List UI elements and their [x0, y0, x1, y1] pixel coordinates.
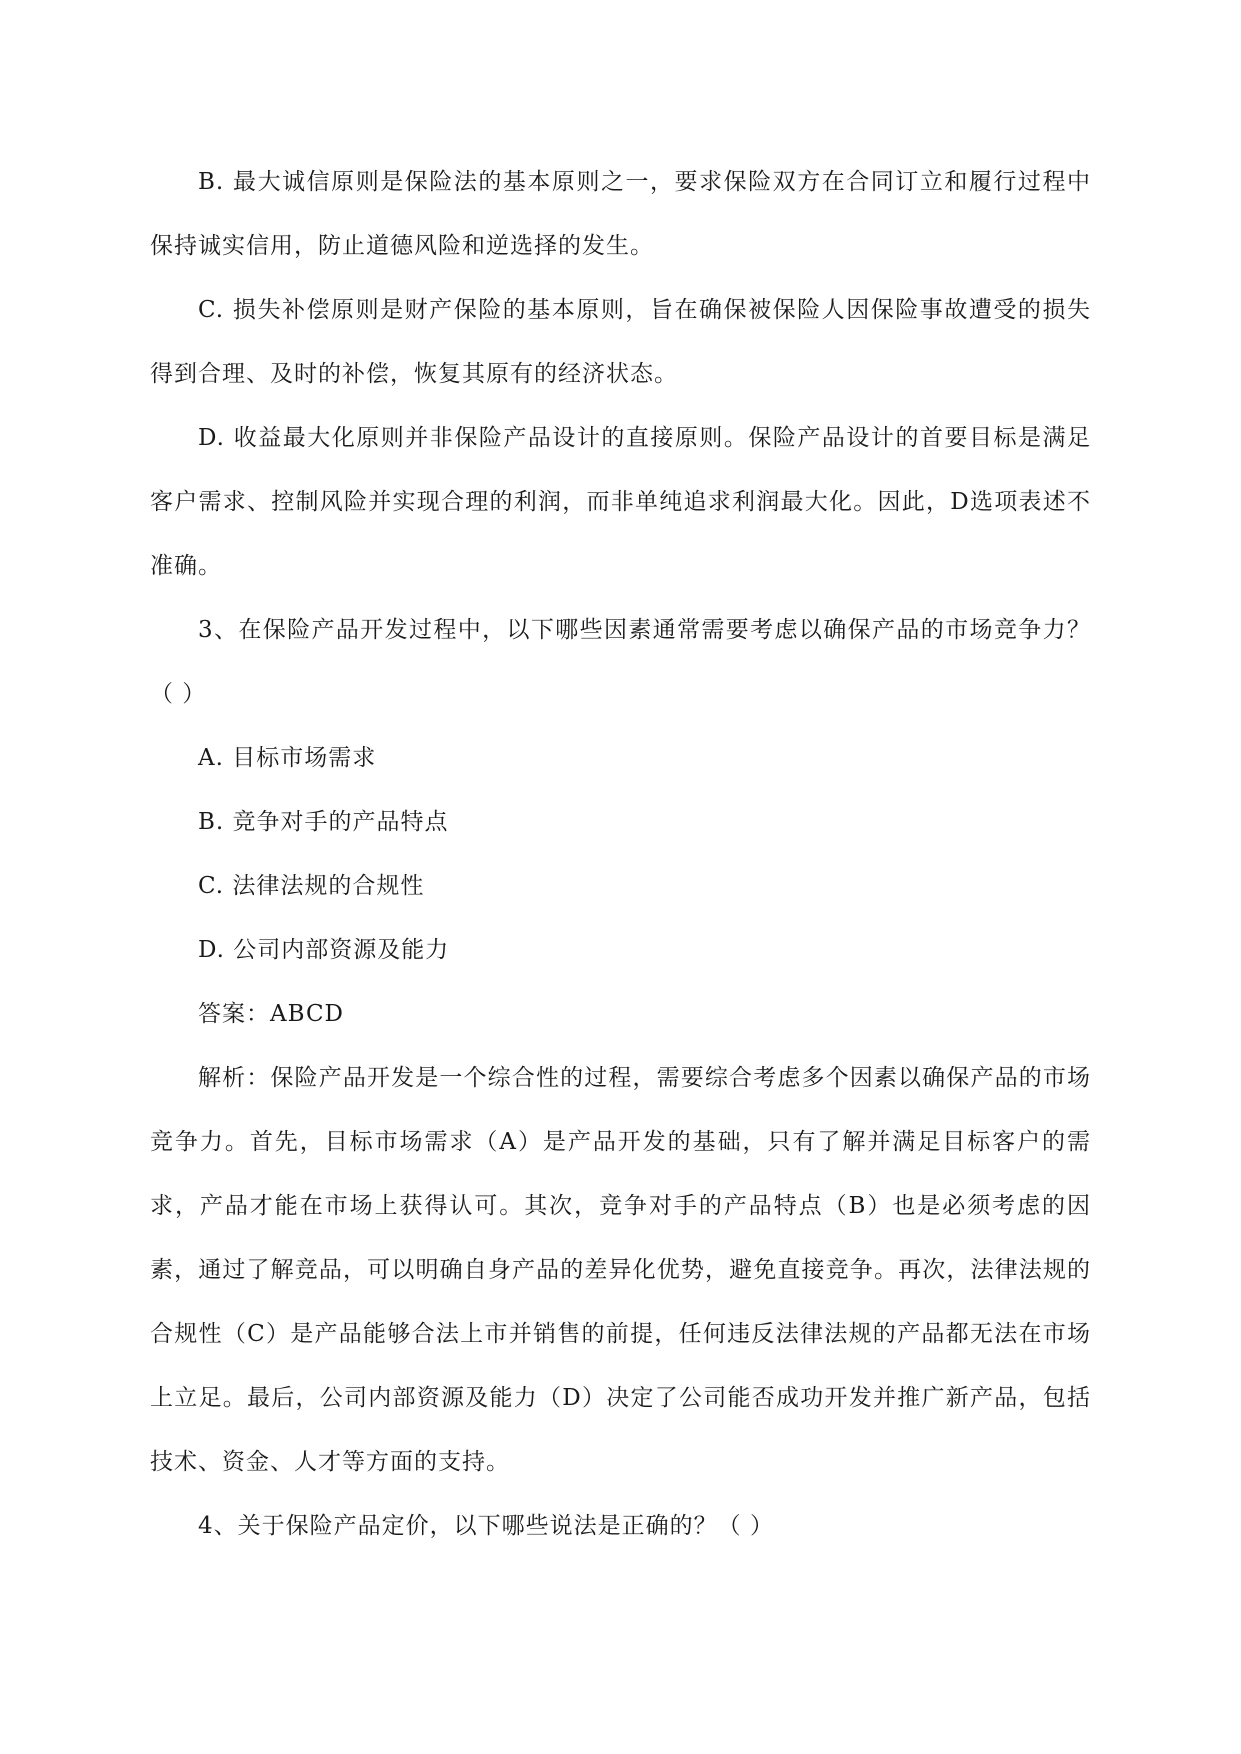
- explanation-option-d: D. 收益最大化原则并非保险产品设计的直接原则。保险产品设计的首要目标是满足客户需求、控制风险并实现合理的利润，而非单纯追求利润最大化。因此，D选项表述不准确。: [150, 425, 1091, 579]
- question-3-stem: 3、在保险产品开发过程中，以下哪些因素通常需要考虑以确保产品的市场竞争力？（ ）: [150, 617, 1091, 707]
- question-3-option-d: D. 公司内部资源及能力: [198, 937, 450, 963]
- question-3-answer: 答案：ABCD: [198, 1001, 344, 1027]
- explanation-option-c: C. 损失补偿原则是财产保险的基本原则，旨在确保被保险人因保险事故遭受的损失得到合理、及时的补偿，恢复其原有的经济状态。: [150, 297, 1091, 387]
- question-3-option-b: B. 竞争对手的产品特点: [198, 809, 449, 835]
- explanation-option-b: B. 最大诚信原则是保险法的基本原则之一，要求保险双方在合同订立和履行过程中保持诚实信用，防止道德风险和逆选择的发生。: [150, 169, 1091, 259]
- question-3-option-a: A. 目标市场需求: [198, 745, 377, 771]
- question-3-analysis: 解析：保险产品开发是一个综合性的过程，需要综合考虑多个因素以确保产品的市场竞争力。首先，目标市场需求（A）是产品开发的基础，只有了解并满足目标客户的需求，产品才能在市场上获得认可。其次，竞争对手的产品特点（B）也是必须考虑的因素，通过了解竞品，可以明确自身产品的差异化优势，避免直接竞争。再次，法律法规的合规性（C）是产品能够合法上市并销售的前提，任何违反法律法规的产品都无法在市场上立足。最后，公司内部资源及能力（D）决定了公司能否成功开发并推广新产品，包括技术、资金、人才等方面的支持。: [150, 1065, 1091, 1475]
- question-3-option-c: C. 法律法规的合规性: [198, 873, 425, 899]
- question-4-stem: 4、关于保险产品定价，以下哪些说法是正确的？（ ）: [198, 1513, 774, 1539]
